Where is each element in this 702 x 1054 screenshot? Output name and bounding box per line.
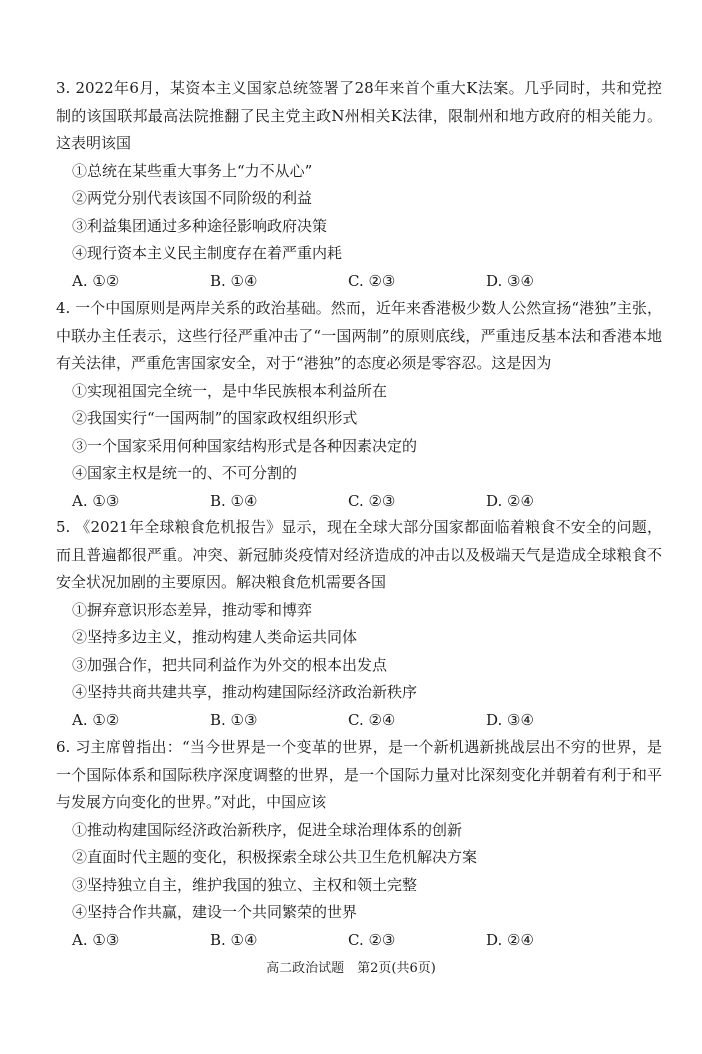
question-stem: 3. 2022年6月，某资本主义国家总统签署了28年来首个重大K法案。几乎同时，共和党控制的该国联邦最高法院推翻了民主党主政N州相关K法律，限制州和地方政府的相关能力。这表明该国 <box>56 79 662 152</box>
choice-c: C. ②③ <box>348 271 396 290</box>
statement-1: ①总统在某些重大事务上“力不从心” <box>72 161 313 180</box>
statement-3: ③利益集团通过多种途径影响政府决策 <box>72 216 328 235</box>
choice-b: B. ①④ <box>210 491 258 510</box>
choice-d: D. ③④ <box>486 710 534 729</box>
question-4 <box>56 295 662 515</box>
choice-a: A. ①② <box>72 710 120 729</box>
statement-4: ④坚持共商共建共享，推动构建国际经济政治新秩序 <box>72 683 418 701</box>
choice-c: C. ②③ <box>348 930 396 949</box>
question-3 <box>56 75 662 295</box>
statement-2: ②两党分别代表该国不同阶级的利益 <box>72 189 313 207</box>
choice-d: D. ②④ <box>486 491 534 510</box>
statement-3: ③加强合作，把共同利益作为外交的根本出发点 <box>72 655 388 674</box>
choice-c: C. ②④ <box>348 710 396 729</box>
choice-b: B. ①③ <box>210 710 258 729</box>
choice-a: A. ①③ <box>72 491 120 510</box>
statement-1: ①实现祖国完全统一，是中华民族根本利益所在 <box>72 381 388 400</box>
statement-2: ②坚持多边主义，推动构建人类命运共同体 <box>72 628 358 646</box>
answer-choices <box>56 488 662 516</box>
choice-c: C. ②③ <box>348 491 396 510</box>
question-stem: 6. 习主席曾指出：“当今世界是一个变革的世界，是一个新机遇新挑战层出不穷的世界，是一个国际体系和国际秩序深度调整的世界，是一个国际力量对比深刻变化并朝着有利于和平与发展方向变化的世界。”对此，中国应该 <box>56 738 662 811</box>
question-6 <box>56 734 662 954</box>
statement-4: ④坚持合作共赢，建设一个共同繁荣的世界 <box>72 903 358 921</box>
statement-1: ①推动构建国际经济政治新秩序，促进全球治理体系的创新 <box>72 820 463 839</box>
choice-d: D. ②④ <box>486 930 534 949</box>
question-stem: 4. 一个中国原则是两岸关系的政治基础。然而，近年来香港极少数人公然宣扬“港独”主张，中联办主任表示，这些行径严重冲击了“一国两制”的原则底线，严重违反基本法和香港本地有关法律，严重危害国家安全，对于“港独”的态度必须是零容忍。这是因为 <box>56 299 662 372</box>
statement-3: ③一个国家采用何种国家结构形式是各种因素决定的 <box>72 436 418 455</box>
choice-a: A. ①② <box>72 271 120 290</box>
choice-b: B. ①④ <box>210 271 258 290</box>
statement-3: ③坚持独立自主，维护我国的独立、主权和领土完整 <box>72 875 418 894</box>
choice-a: A. ①③ <box>72 930 120 949</box>
statement-4: ④国家主权是统一的、不可分割的 <box>72 464 298 482</box>
page-footer: 高二政治试题 第2页(共6页) <box>266 961 436 976</box>
answer-choices <box>56 268 662 296</box>
question-5 <box>56 514 662 734</box>
statement-2: ②我国实行“一国两制”的国家政权组织形式 <box>72 409 358 427</box>
statement-1: ①摒弃意识形态差异，推动零和博弈 <box>72 600 313 619</box>
answer-choices <box>56 707 662 735</box>
question-stem: 5. 《2021年全球粮食危机报告》显示，现在全球大部分国家都面临着粮食不安全的问题，而且普遍都很严重。冲突、新冠肺炎疫情对经济造成的冲击以及极端天气是造成全球粮食不安全状况加剧的主要原因。解决粮食危机需要各国 <box>56 518 662 591</box>
choice-b: B. ①④ <box>210 930 258 949</box>
statement-4: ④现行资本主义民主制度存在着严重内耗 <box>72 244 343 262</box>
choice-d: D. ③④ <box>486 271 534 290</box>
answer-choices <box>56 927 662 955</box>
statement-2: ②直面时代主题的变化，积极探索全球公共卫生危机解决方案 <box>72 848 478 866</box>
